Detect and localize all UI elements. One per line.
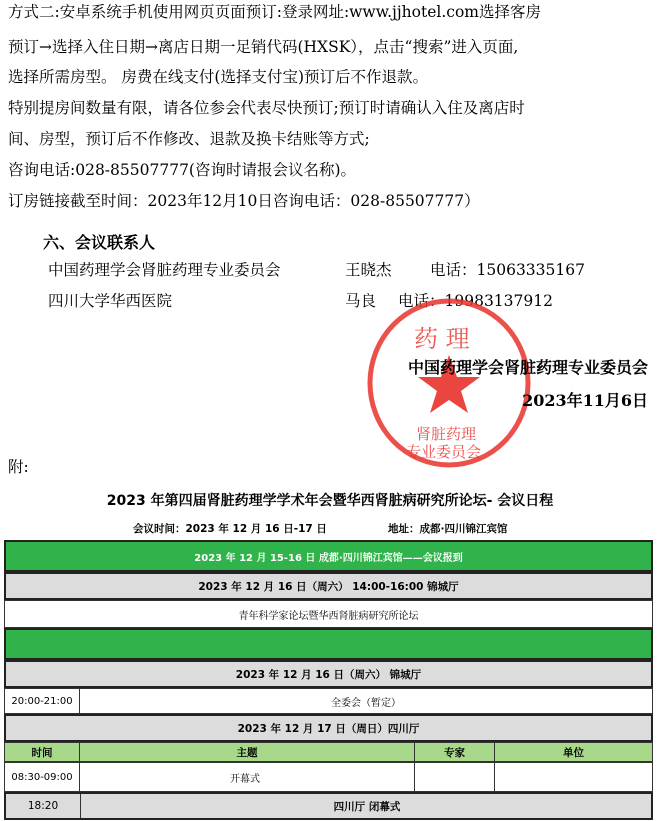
header-time: 时间 [5, 743, 80, 761]
contact-phone-1: 电话：15063335167 [430, 261, 585, 279]
contact-org-2: 四川大学华西医院 [48, 292, 173, 310]
table-header-row [4, 742, 653, 762]
svg-text:药 理: 药 理 [414, 325, 470, 353]
day1-evening-text: 2023 年 12 月 16 日（周六） 锦城厅 [235, 668, 422, 681]
opening-unit [495, 763, 652, 791]
forum-text: 青年科学家论坛暨华西肾脏病研究所论坛 [238, 610, 419, 622]
booking-line-6: 咨询电话:028-85507777(咨询时请报会议名称)。 [8, 161, 357, 179]
opening-time: 08:30-09:00 [5, 763, 80, 791]
header-expert: 专家 [415, 743, 495, 761]
booking-line-2: 预订→选择入住日期→离店日期一足销代码(HXSK），点击“搜索”进入页面, [8, 38, 519, 56]
registration-row [4, 540, 653, 572]
contact-name-1: 王晓杰 [345, 261, 392, 279]
contact-name-2: 马良 [345, 292, 377, 310]
day2-text: 2023 年 12 月 17 日（周日）四川厅 [237, 722, 420, 735]
contact-org-1: 中国药理学会肾脏药理专业委员会 [48, 261, 281, 279]
schedule-time: 会议时间：2023 年 12 月 16 日-17 日 [133, 523, 327, 535]
day1-evening-row [4, 660, 653, 688]
committee-time: 20:00-21:00 [5, 689, 80, 713]
signature-date: 2023年11月6日 [522, 391, 648, 410]
committee-topic: 全委会（暂定） [331, 697, 401, 709]
closing-time: 18:20 [6, 794, 81, 818]
official-seal-icon [366, 297, 532, 469]
opening-topic: 开幕式 [80, 763, 415, 791]
opening-row [4, 762, 653, 792]
svg-text:专业委员会: 专业委员会 [406, 443, 482, 461]
closing-row [4, 792, 653, 820]
schedule-title: 2023 年第四届肾脏药理学学术年会暨华西肾脏病研究所论坛- 会议日程 [106, 493, 554, 509]
green-spacer-row [4, 628, 653, 660]
registration-text: 2023 年 12 月 15-16 日 成都·四川锦江宾馆——会议报到 [194, 552, 463, 564]
contact-phone-2: 电话：19983137912 [398, 292, 553, 310]
header-topic: 主题 [80, 743, 415, 761]
booking-line-1: 方式二:安卓系统手机使用网页页面预订:登录网址:www.jjhotel.com选择客房 [8, 3, 541, 21]
opening-expert [415, 763, 495, 791]
booking-line-3: 选择所需房型。 房费在线支付(选择支付宝)预订后不作退款。 [8, 68, 429, 86]
day2-row [4, 714, 653, 742]
svg-text:肾脏药理: 肾脏药理 [416, 425, 477, 443]
appendix-label: 附: [8, 458, 29, 476]
closing-topic: 四川厅 闭幕式 [333, 800, 401, 813]
contacts-heading: 六、会议联系人 [43, 233, 156, 252]
header-unit: 单位 [563, 746, 584, 759]
forum-row [4, 600, 653, 628]
schedule-place: 地址：成都·四川锦江宾馆 [388, 523, 508, 535]
booking-line-7: 订房链接截至时间：2023年12月10日咨询电话：028-85507777） [8, 192, 480, 210]
signature-org: 中国药理学会肾脏药理专业委员会 [407, 358, 648, 377]
day1-afternoon-text: 2023 年 12 月 16 日（周六） 14:00-16:00 锦城厅 [198, 580, 459, 593]
committee-row [4, 688, 653, 714]
booking-line-5: 间、房型，预订后不作修改、退款及换卡结账等方式; [8, 130, 370, 148]
day1-afternoon-row [4, 572, 653, 600]
booking-line-4: 特别提房间数量有限，请各位参会代表尽快预订;预订时请确认入住及离店时 [8, 99, 525, 117]
